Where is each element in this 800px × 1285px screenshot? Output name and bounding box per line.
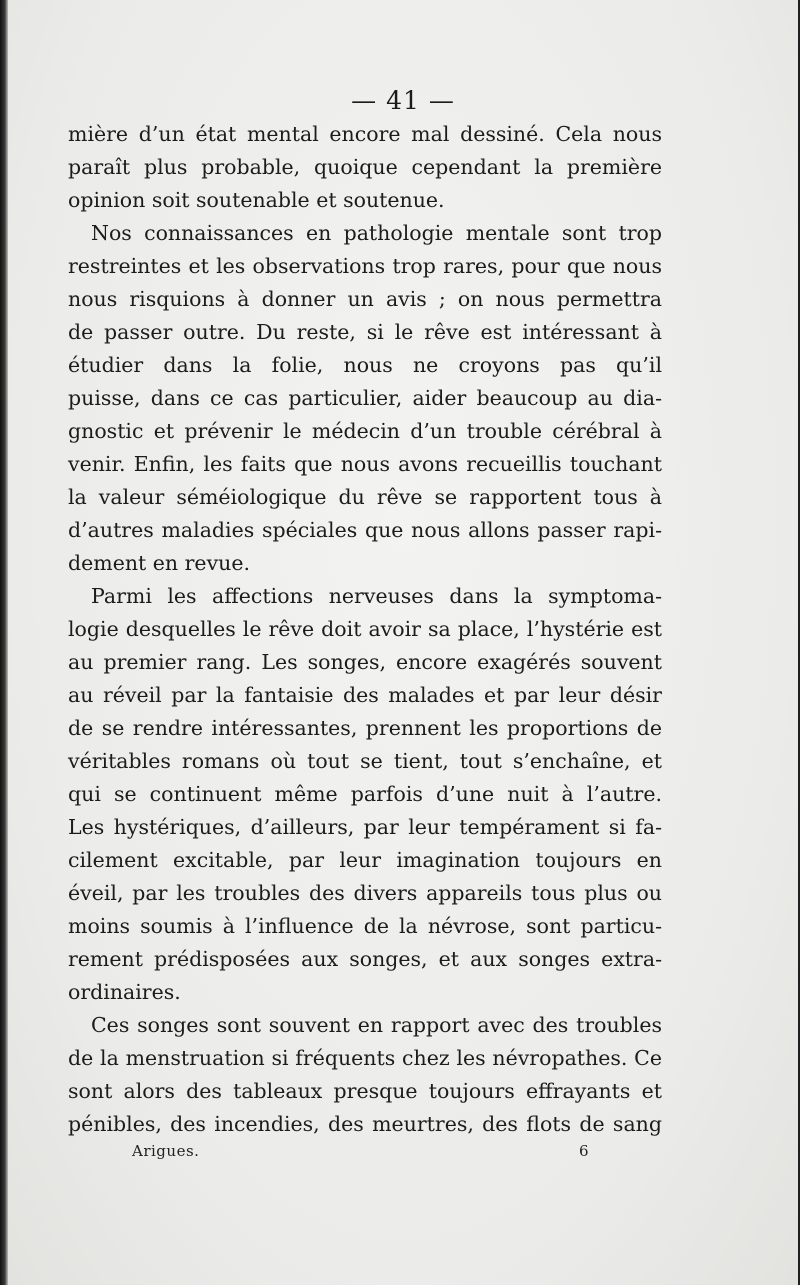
page-number: — 41 — [351, 86, 455, 115]
text-line: la valeur séméiologique du rêve se rapportent tous à [68, 485, 662, 509]
text-line: restreintes et les observations trop rares, pour que nous [68, 254, 662, 278]
text-line: au premier rang. Les songes, encore exagérés souvent [68, 650, 662, 674]
text-line: gnostic et prévenir le médecin d’un trouble cérébral à [68, 419, 662, 443]
text-line: de passer outre. Du reste, si le rêve est intéressant à [68, 320, 662, 344]
text-line: de se rendre intéressantes, prennent les proportions de [68, 716, 662, 740]
text-line: Parmi les affections nerveuses dans la symptoma- [91, 584, 662, 608]
text-line: Les hystériques, d’ailleurs, par leur tempérament si fa- [68, 815, 662, 839]
text-line: opinion soit soutenable et soutenue. [68, 188, 445, 212]
text-line: paraît plus probable, quoique cependant la première [68, 155, 662, 179]
book-page [8, 0, 798, 1285]
text-line: cilement excitable, par leur imagination toujours en [68, 848, 662, 872]
text-line: éveil, par les troubles des divers appareils tous plus ou [68, 881, 662, 905]
text-line: nous risquions à donner un avis ; on nous permettra [68, 287, 662, 311]
text-line: qui se continuent même parfois d’une nuit à l’autre. [68, 782, 662, 806]
text-line: mière d’un état mental encore mal dessiné. Cela nous [68, 122, 662, 146]
text-line: sont alors des tableaux presque toujours effrayants et [68, 1079, 662, 1103]
footer-signature-mark: 6 [579, 1142, 589, 1160]
body-text [68, 118, 662, 1141]
text-line: étudier dans la folie, nous ne croyons pas qu’il [68, 353, 662, 377]
text-line: véritables romans où tout se tient, tout s’enchaîne, et [68, 749, 662, 773]
text-line: au réveil par la fantaisie des malades et par leur désir [68, 683, 662, 707]
scan-left-edge [0, 0, 8, 1285]
text-line: moins soumis à l’influence de la névrose, sont particu- [68, 914, 662, 938]
text-line: logie desquelles le rêve doit avoir sa place, l’hystérie est [68, 617, 662, 641]
text-line: Nos connaissances en pathologie mentale sont trop [91, 221, 662, 245]
text-line: d’autres maladies spéciales que nous allons passer rapi- [68, 518, 662, 542]
text-line: dement en revue. [68, 551, 250, 575]
text-line: pénibles, des incendies, des meurtres, des flots de sang [68, 1112, 662, 1136]
footer-author: Arigues. [132, 1142, 200, 1160]
text-line: ordinaires. [68, 980, 181, 1004]
text-line: venir. Enfin, les faits que nous avons recueillis touchant [68, 452, 662, 476]
page-footer [8, 1142, 798, 1164]
text-line: puisse, dans ce cas particulier, aider beaucoup au dia- [68, 386, 662, 410]
text-line: de la menstruation si fréquents chez les névropathes. Ce [68, 1046, 662, 1070]
text-line: Ces songes sont souvent en rapport avec des troubles [91, 1013, 662, 1037]
text-line: rement prédisposées aux songes, et aux songes extra- [68, 947, 662, 971]
